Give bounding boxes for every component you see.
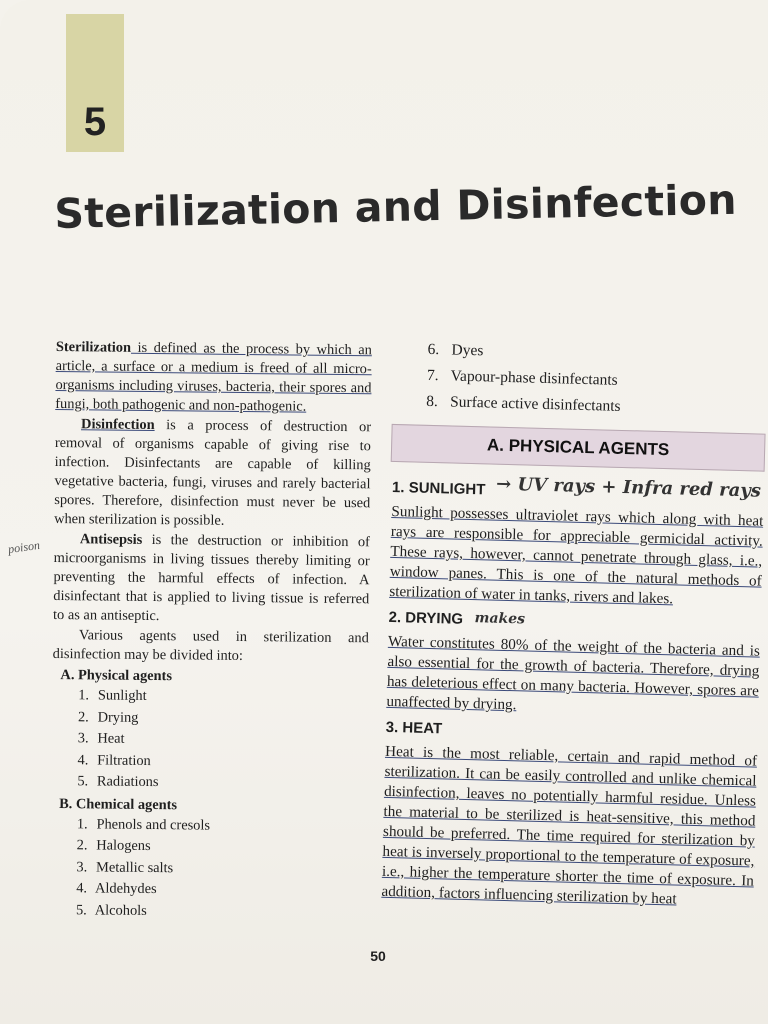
physical-agents-band: A. PHYSICAL AGENTS	[391, 424, 766, 472]
list-item: 6. Dyes	[427, 340, 484, 360]
disinfection-paragraph: Disinfection is a process of destruction or removal of organisms capable of giving rise to infection. Disinfectants are capable of killing vegetative bacteria, fungi, viruses and rarely bacterial spores. Therefore, disinfection must never be used when sterilization is possible.	[54, 416, 372, 529]
sunlight-paragraph: Sunlight possesses ultraviolet rays which along with heat rays are responsible for appreciable germicidal activity. These rays, however, cannot penetrate through glass, i.e., window panes. This is one of the natural methods of sterilization of water in tanks, rivers and lakes.	[389, 502, 764, 608]
handwritten-note-sunlight: → UV rays + Infra red rays	[495, 473, 762, 502]
chemical-agents-heading: B. Chemical agents	[59, 795, 178, 813]
list-item: 7. Vapour-phase disinfectants	[426, 366, 618, 389]
chapter-number: 5	[83, 100, 107, 144]
chapter-title: Sterilization and Disinfection	[54, 175, 738, 238]
left-column	[50, 338, 372, 924]
drying-heading: 2. DRYING makes	[388, 608, 526, 628]
physical-agents-heading: A. Physical agents	[60, 667, 173, 685]
list-item: 4. Filtration	[77, 751, 151, 769]
antisepsis-paragraph: Antisepsis is the destruction or inhibition of microorganisms in living tissues thereby limiting or preventing the harmful effects of infection. A disinfectant that is applied to living tissue is referred to as an antiseptic.	[53, 531, 370, 625]
page-number: 50	[370, 948, 386, 964]
list-item: 5. Radiations	[77, 773, 159, 791]
list-item: 3. Heat	[77, 730, 125, 747]
list-item: 2. Halogens	[76, 837, 151, 855]
handwritten-note-drying: makes	[474, 610, 526, 628]
sunlight-heading: 1. SUNLIGHT → UV rays + Infra red rays	[391, 473, 762, 502]
drying-paragraph: Water constitutes 80% of the weight of the bacteria and is also essential for the growth of bacteria. Therefore, drying has deleterious effect on many bacteria. However, spores are unaffected by drying.	[386, 632, 761, 714]
right-column	[381, 336, 768, 918]
list-item: 3. Metallic salts	[76, 858, 174, 876]
physical-agents-list	[77, 685, 368, 796]
heat-heading: 3. HEAT	[385, 718, 443, 738]
chemical-agents-list-continued	[426, 337, 768, 424]
chemical-agents-list	[76, 814, 367, 925]
list-item: 1. Phenols and cresols	[76, 815, 211, 834]
heat-paragraph: Heat is the most reliable, certain and rapid method of sterilization. It can be easily controlled and unlike chemical disinfection, leaves no potentially harmful residue. Unless the material to be sterilized is heat-sensitive, this method should be preferred. The time required for sterilization by heat is inversely proportional to the temperature of exposure, i.e., higher the temperature shorter the time of exposure. In addition, factors influencing sterilization by heat	[381, 742, 758, 908]
list-item: 4. Aldehydes	[76, 880, 157, 898]
margin-handwritten-note: poison	[7, 537, 41, 557]
sterilization-paragraph: Sterilization is defined as the process by which an article, a surface or a medium is freed of all micro-organisms including viruses, bacteria, their spores and fungi, both pathogenic and non-pathogenic.	[55, 338, 372, 415]
list-item: 1. Sunlight	[78, 687, 147, 704]
list-item: 8. Surface active disinfectants	[426, 392, 621, 415]
agents-intro-paragraph: Various agents used in sterilization and disinfection may be divided into:	[52, 627, 369, 664]
list-item: 2. Drying	[77, 708, 139, 726]
list-item: 5. Alcohols	[75, 901, 147, 919]
